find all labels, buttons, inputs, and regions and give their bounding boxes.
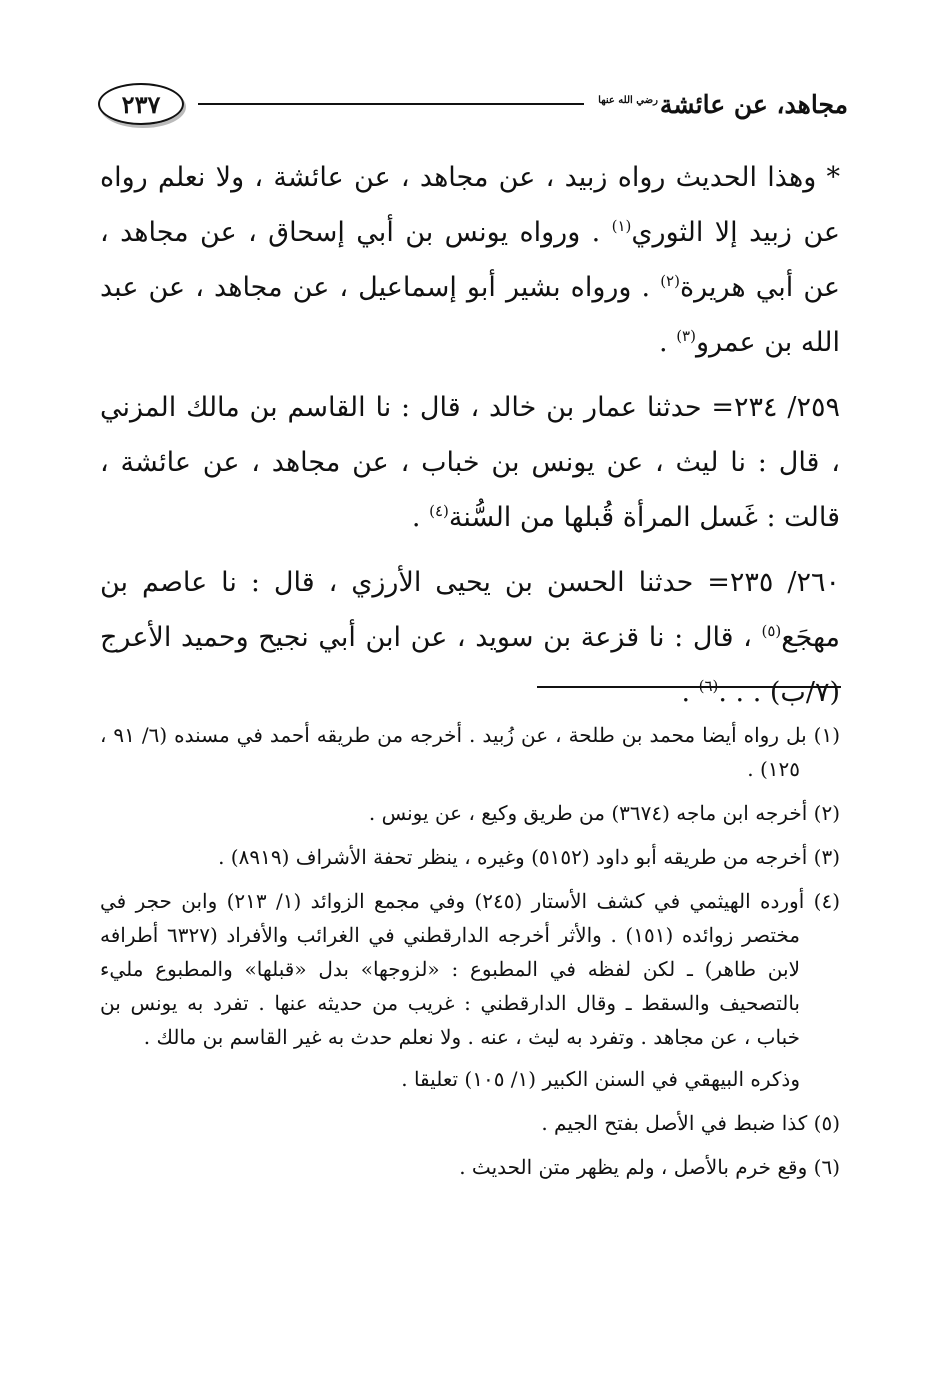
footnote-5 bbox=[100, 1106, 840, 1140]
paragraph-text: . bbox=[411, 502, 430, 533]
footnote-4-continuation: وذكره البيهقي في السنن الكبير (١/ ١٠٥) تعليقا . bbox=[401, 1067, 800, 1091]
running-title bbox=[598, 90, 848, 119]
footnote-ref: (٦) bbox=[698, 677, 719, 695]
footnote-text: أورده الهيثمي في كشف الأستار (٢٤٥) وفي مجمع الزوائد (١/ ٢١٣) وابن حجر في مختصر زوائده (١٥١) . والأثر أخرجه الدارقطني في الغرائب والأفراد (٦٣٢٧ أطرافه لابن طاهر) ـ لكن لفظه في المطبوع : «لزوجها» بدل «قبلها» والمطبوع مليء بالتصحيف والسقط ـ وقال الدارقطني : غريب من حديثه عنها . تفرد به يونس بن خباب ، عن مجاهد . وتفرد به ليث ، عنه . ولا نعلم حدث به غير القاسم بن مالك . bbox=[100, 889, 805, 1049]
footnote-2 bbox=[100, 796, 840, 830]
footnote-text: كذا ضبط في الأصل بفتح الجيم . bbox=[541, 1111, 808, 1135]
footnote-separator bbox=[537, 686, 841, 688]
footnote-number: (٦) bbox=[813, 1155, 840, 1179]
paragraph-text: . bbox=[659, 327, 677, 358]
footnote-ref: (٣) bbox=[676, 327, 696, 345]
footnote-ref: (٢) bbox=[660, 272, 680, 290]
honorific-glyph: رضي الله عنها bbox=[598, 95, 658, 107]
paragraph-text: ٢٦٠/ ٢٣٥= حدثنا الحسن بن يحيى الأرزي ، قال : نا عاصم بن مهجَع bbox=[100, 567, 840, 653]
footnote-ref: (١) bbox=[611, 217, 632, 235]
paragraph-text: . bbox=[681, 677, 699, 708]
footnote-number: (٢) bbox=[813, 801, 840, 825]
running-title-text: مجاهد، عن عائشة bbox=[659, 89, 848, 119]
paragraph-1 bbox=[100, 150, 840, 370]
footnotes bbox=[100, 718, 840, 1194]
footnote-4 bbox=[100, 884, 840, 1054]
running-header bbox=[98, 78, 848, 130]
footnote-number: (٤) bbox=[813, 889, 841, 913]
footnote-number: (١) bbox=[813, 723, 840, 747]
footnote-1 bbox=[100, 718, 840, 786]
footnote-ref: (٤) bbox=[429, 502, 449, 520]
footnote-3 bbox=[100, 840, 840, 874]
footnote-ref: (٥) bbox=[761, 622, 782, 640]
header-rule bbox=[198, 103, 584, 105]
paragraph-text: ، قال : نا قزعة بن سويد ، عن ابن أبي نجيح وحميد الأعرج (٧/ب) . . . bbox=[100, 622, 840, 708]
footnote-text: أخرجه من طريقه أبو داود (٥١٥٢) وغيره ، ينظر تحفة الأشراف (٨٩١٩) . bbox=[218, 845, 808, 869]
footnote-text: وقع خرم بالأصل ، ولم يظهر متن الحديث . bbox=[459, 1155, 808, 1179]
paragraph-text: . ورواه بشير أبو إسماعيل ، عن مجاهد ، عن عبد الله بن عمرو bbox=[100, 272, 840, 358]
footnote-text: بل رواه أيضا محمد بن طلحة ، عن زُبيد . أخرجه من طريقه أحمد في مسنده (٦/ ٩١ ، ١٢٥) . bbox=[100, 723, 807, 781]
paragraph-2 bbox=[100, 380, 840, 545]
paragraph-3 bbox=[100, 555, 840, 720]
footnote-text: أخرجه ابن ماجه (٣٦٧٤) من طريق وكيع ، عن يونس . bbox=[368, 801, 808, 825]
paragraph-text: . ورواه يونس بن أبي إسحاق ، عن مجاهد ، عن أبي هريرة bbox=[100, 217, 840, 303]
paragraph-text: * وهذا الحديث رواه زبيد ، عن مجاهد ، عن عائشة ، ولا نعلم رواه عن زبيد إلا الثوري bbox=[100, 162, 840, 248]
footnote-number: (٣) bbox=[813, 845, 840, 869]
page-number: ٢٣٧ bbox=[98, 83, 184, 125]
footnote-6 bbox=[100, 1150, 840, 1184]
footnote-number: (٥) bbox=[813, 1111, 840, 1135]
main-text bbox=[100, 150, 840, 730]
paragraph-text: ٢٥٩/ ٢٣٤= حدثنا عمار بن خالد ، قال : نا القاسم بن مالك المزني ، قال : نا ليث ، عن يونس بن خباب ، عن مجاهد ، عن عائشة ، قالت : غَسل المرأة قُبلها من السُّنة bbox=[100, 392, 840, 533]
